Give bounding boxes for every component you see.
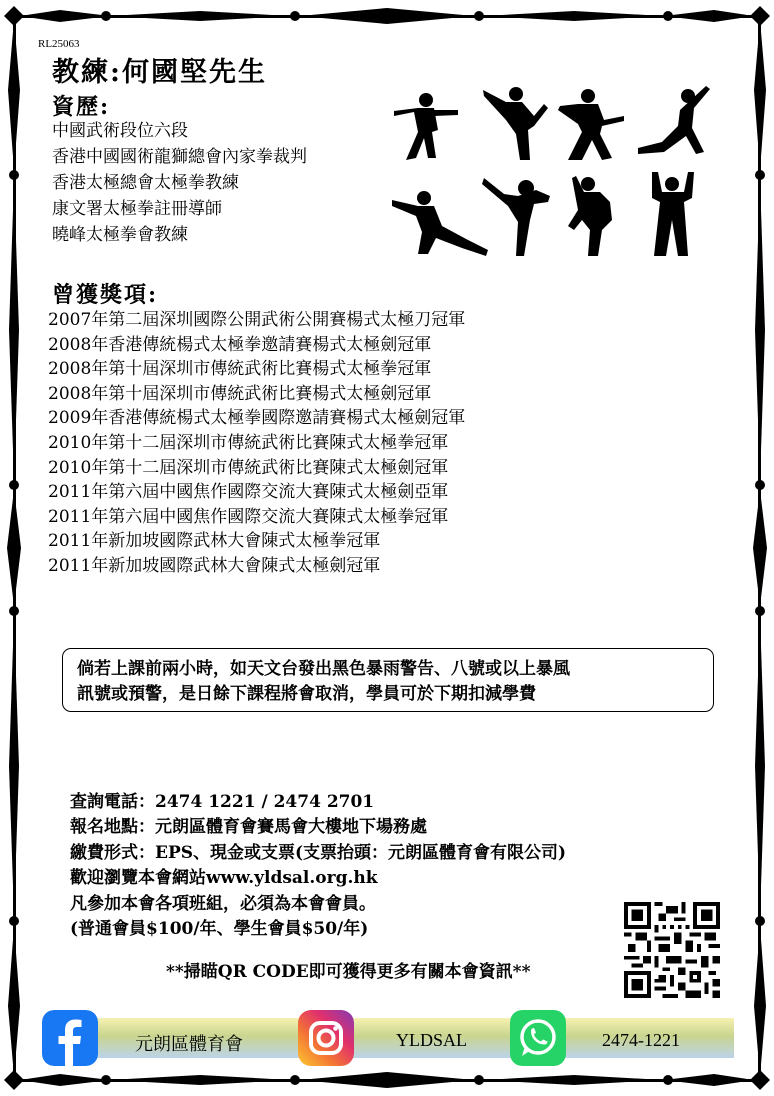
- qualification-item: 香港太極總會太極拳教練: [52, 173, 239, 193]
- qr-code[interactable]: [624, 902, 720, 998]
- award-item: 2007年第二屆深圳國際公開武術公開賽楊式太極刀冠軍: [48, 310, 466, 330]
- award-item: 2009年香港傳統楊式太極拳國際邀請賽楊式太極劍冠軍: [48, 408, 466, 429]
- qualification-item: 香港中國國術龍獅總會內家拳裁判: [52, 147, 307, 167]
- tai-chi-silhouettes: [388, 80, 728, 270]
- weather-notice-box: [62, 648, 714, 712]
- document-code: RL25063: [38, 38, 80, 50]
- award-item: 2010年第十二屆深圳市傳統武術比賽陳式太極拳冠軍: [48, 432, 449, 453]
- contact-website[interactable]: 歡迎瀏覽本會網站www.yldsal.org.hk: [70, 868, 378, 889]
- contact-fees: (普通會員$100/年、學生會員$50/年): [70, 919, 369, 940]
- whatsapp-icon[interactable]: [510, 1010, 566, 1066]
- contact-phone: 查詢電話：2474 1221 / 2474 2701: [70, 792, 375, 812]
- award-item: 2011年新加坡國際武林大會陳式太極拳冠軍: [48, 531, 381, 552]
- qualification-item: 曉峰太極拳會教練: [52, 225, 188, 245]
- award-item: 2011年第六屆中國焦作國際交流大賽陳式太極拳冠軍: [48, 506, 449, 527]
- qualification-item: 中國武術段位六段: [52, 121, 188, 141]
- award-item: 2008年第十屆深圳市傳統武術比賽楊式太極拳冠軍: [48, 359, 432, 380]
- qr-note: **掃瞄QR CODE即可獲得更多有關本會資訊**: [166, 962, 531, 982]
- award-item: 2011年新加坡國際武林大會陳式太極劍冠軍: [48, 555, 381, 576]
- award-item: 2010年第十二屆深圳市傳統武術比賽陳式太極劍冠軍: [48, 457, 449, 478]
- whatsapp-number[interactable]: 2474-1221: [602, 1030, 680, 1050]
- award-item: 2008年第十屆深圳市傳統武術比賽楊式太極劍冠軍: [48, 383, 432, 404]
- award-item: 2011年第六屆中國焦作國際交流大賽陳式太極劍亞軍: [48, 482, 449, 503]
- instagram-icon[interactable]: [298, 1010, 354, 1066]
- awards-heading: 曾獲獎項:: [52, 282, 159, 308]
- facebook-icon[interactable]: [42, 1010, 98, 1066]
- contact-venue: 報名地點：元朗區體育會賽馬會大樓地下場務處: [70, 817, 427, 838]
- contact-info: [70, 790, 566, 942]
- contact-payment: 繳費形式：EPS、現金或支票(支票抬頭：元朗區體育會有限公司): [70, 842, 567, 863]
- coach-title: 教練:何國堅先生: [52, 57, 267, 88]
- notice-line: 訊號或預警，是日餘下課程將會取消，學員可於下期扣減學費: [77, 684, 536, 704]
- awards-list: [48, 308, 465, 579]
- instagram-name[interactable]: YLDSAL: [396, 1030, 467, 1050]
- contact-membership: 凡參加本會各項班組，必須為本會會員。: [70, 893, 376, 914]
- qualifications-list: [52, 118, 307, 248]
- qualification-item: 康文署太極拳註冊導師: [52, 199, 222, 219]
- notice-line: 倘若上課前兩小時，如天文台發出黑色暴雨警告、八號或以上暴風: [77, 659, 570, 679]
- award-item: 2008年香港傳統楊式太極拳邀請賽楊式太極劍冠軍: [48, 334, 432, 355]
- facebook-name[interactable]: 元朗區體育會: [135, 1034, 243, 1054]
- qualifications-heading: 資歷:: [52, 94, 111, 120]
